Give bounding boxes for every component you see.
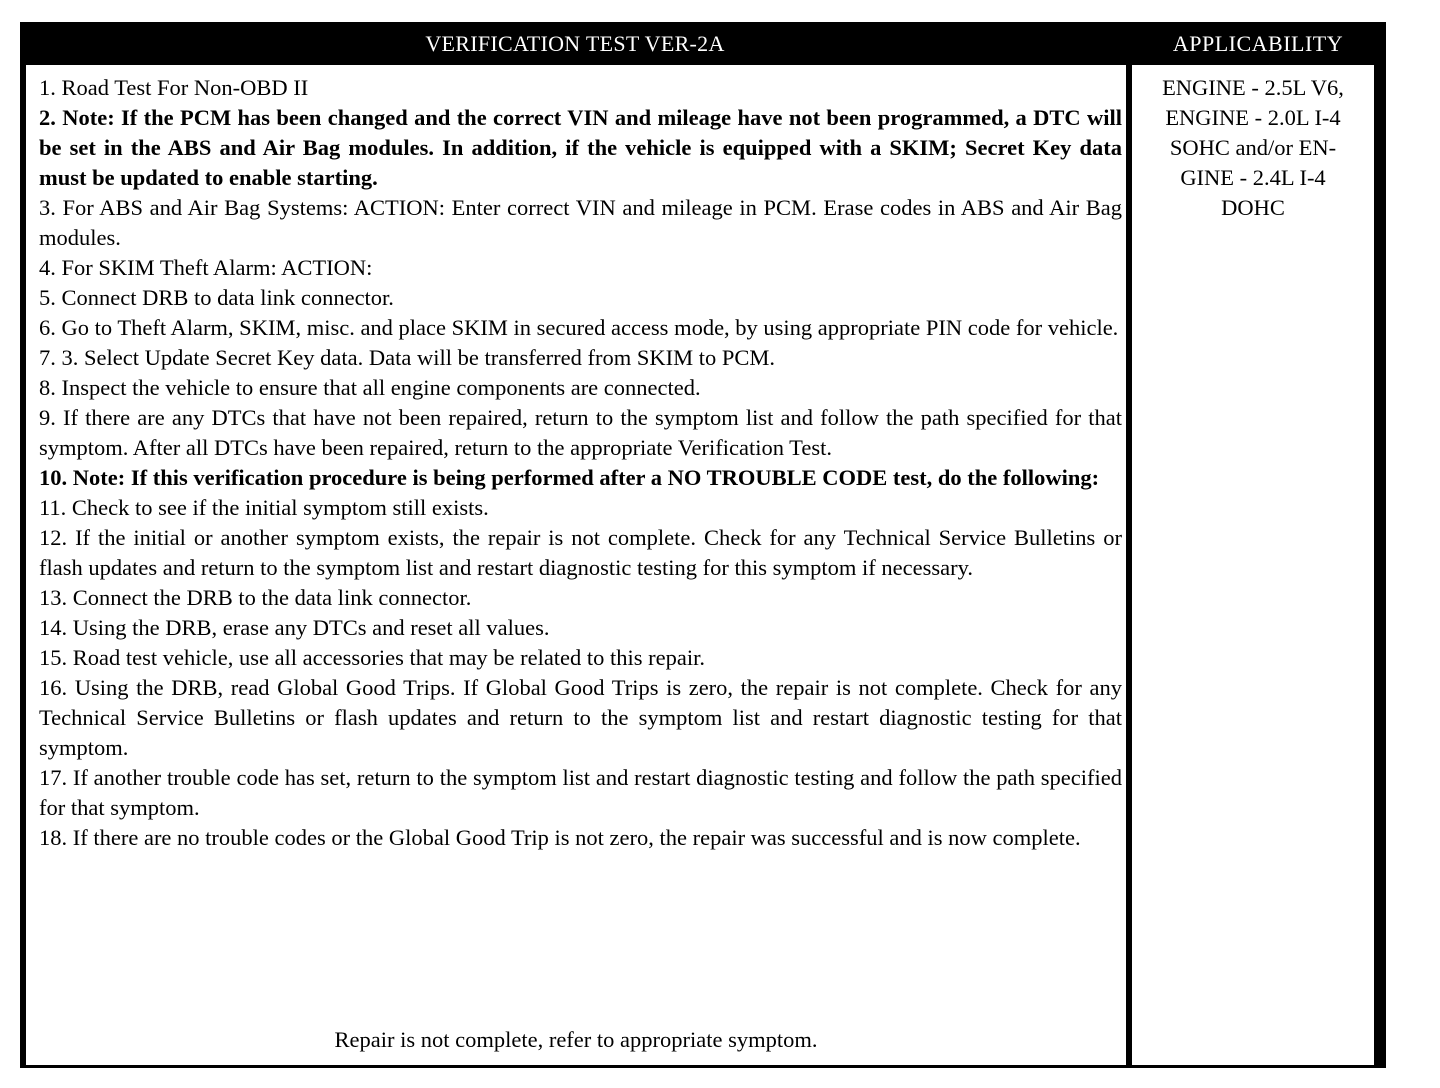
procedure-step: 12. If the initial or another symptom exists, the repair is not complete. Check for any Technical Service Bulletins or flash updates and return to the symptom list and restart diagnostic testing for this symptom if necessary. [39,525,1122,580]
procedure-step: 7. 3. Select Update Secret Key data. Data will be transferred from SKIM to PCM. [39,345,776,370]
procedure-step: 2. Note: If the PCM has been changed and the correct VIN and mileage have not been programmed, a DTC will be set in the ABS and Air Bag modules. In addition, if the vehicle is equipped with a SKIM; Secret Key data must be updated to enable starting. [39,105,1122,190]
footer-note: Repair is not complete, refer to appropriate symptom. [334,1027,818,1052]
procedure-step: 14. Using the DRB, erase any DTCs and reset all values. [39,615,550,640]
procedure-step: 18. If there are no trouble codes or the Global Good Trip is not zero, the repair was successful and is now complete. [39,825,1081,850]
applicability-line: DOHC [1221,195,1285,220]
applicability-line: ENGINE - 2.0L I-4 [1165,105,1341,130]
procedure-cell [26,65,1126,1065]
procedure-step: 3. For ABS and Air Bag Systems: ACTION: Enter correct VIN and mileage in PCM. Erase codes in ABS and Air Bag modules. [39,195,1122,250]
applicability-line: GINE - 2.4L I-4 [1180,165,1326,190]
applicability-header: APPLICABILITY [1172,31,1344,56]
applicability-line: ENGINE - 2.5L V6, [1162,75,1344,100]
procedure-step: 13. Connect the DRB to the data link connector. [39,585,472,610]
procedure-step: 5. Connect DRB to data link connector. [39,285,394,310]
procedure-step: 8. Inspect the vehicle to ensure that all engine components are connected. [39,375,701,400]
procedure-step: 17. If another trouble code has set, return to the symptom list and restart diagnostic testing and follow the path specified for that symptom. [39,765,1122,820]
procedure-step: 15. Road test vehicle, use all accessories that may be related to this repair. [39,645,706,670]
procedure-steps [39,73,1122,853]
procedure-step: 9. If there are any DTCs that have not been repaired, return to the symptom list and follow the path specified for that symptom. After all DTCs have been repaired, return to the appropriate Verification Test. [39,405,1122,460]
table-title: VERIFICATION TEST VER-2A [425,31,725,56]
procedure-step: 11. Check to see if the initial symptom still exists. [39,495,489,520]
procedure-step: 16. Using the DRB, read Global Good Trips. If Global Good Trips is zero, the repair is not complete. Check for any Technical Service Bulletins or flash updates and return to the symptom list and restart diagnostic testing for that symptom. [39,675,1122,760]
applicability-text [1136,73,1370,223]
applicability-line: SOHC and/or EN- [1169,135,1337,160]
applicability-cell [1132,65,1374,1065]
procedure-step: 6. Go to Theft Alarm, SKIM, misc. and place SKIM in secured access mode, by using appropriate PIN code for vehicle. [39,315,1119,340]
procedure-step: 10. Note: If this verification procedure is being performed after a NO TROUBLE CODE test, do the following: [39,465,1100,490]
verification-table [20,22,1386,1068]
procedure-step: 4. For SKIM Theft Alarm: ACTION: [39,255,373,280]
procedure-step: 1. Road Test For Non-OBD II [39,75,309,100]
table-header [23,25,1383,63]
